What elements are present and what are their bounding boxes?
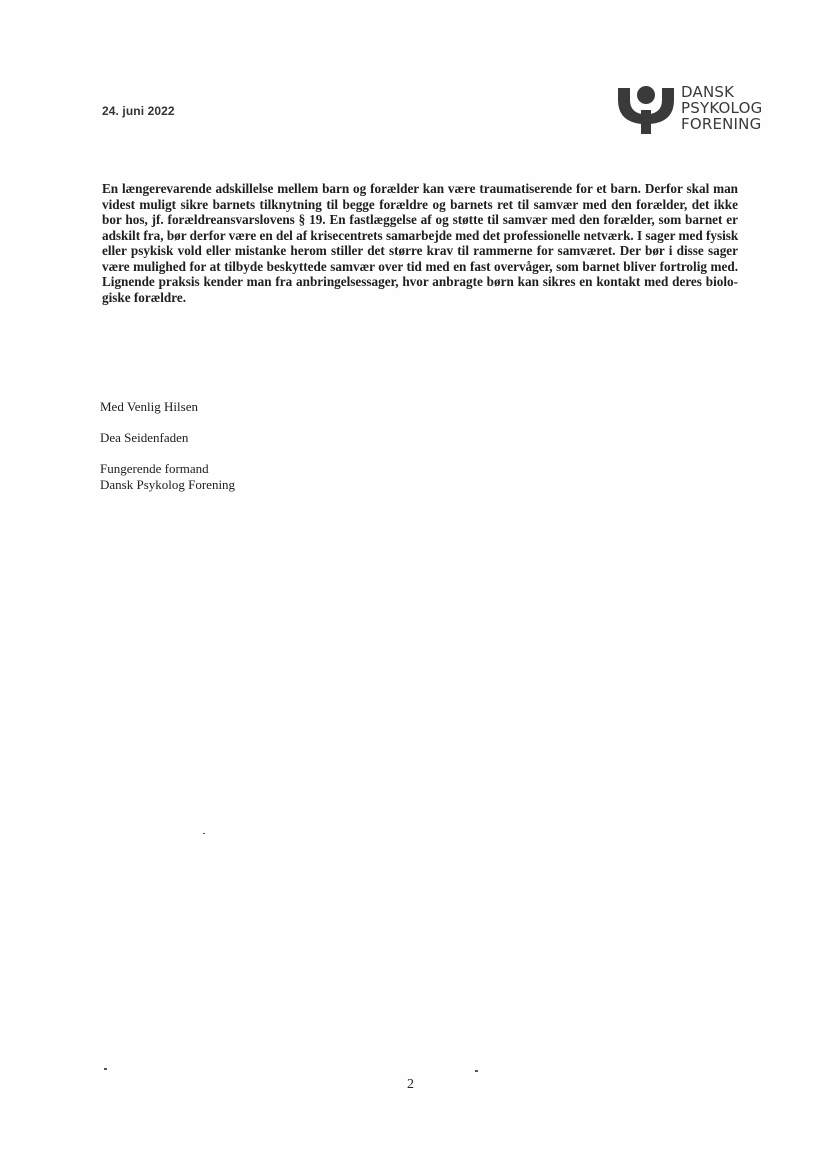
body-paragraph — [102, 181, 738, 305]
body-line: videst muligt sikre barnets tilknytning til begge forældre og barnets ret til samvær med den forælder, det ikke — [102, 196, 738, 212]
body-line: eller psykisk vold eller mistanke herom stiller det større krav til rammerne for samværet. Der bør i disse sager — [102, 243, 738, 258]
scan-speck — [104, 1068, 107, 1070]
psi-symbol-icon — [616, 84, 676, 136]
scan-speck — [203, 833, 205, 834]
signer-name: Dea Seidenfaden — [100, 430, 189, 445]
body-line: bor hos, jf. forældreansvarslovens § 19. En fastlæggelse af og støtte til samvær med den forælder, som barnet er — [102, 212, 738, 227]
dansk-psykolog-forening-logo — [616, 84, 786, 138]
body-line: Lignende praksis kender man fra anbringelsessager, hvor anbragte børn kan sikres en kontakt med deres biolo- — [102, 274, 738, 289]
body-line: giske forældre. — [102, 289, 186, 305]
letter-date: 24. juni 2022 — [102, 104, 175, 118]
body-line: adskilt fra, bør derfor være en del af krisecentrets samarbejde med det professionelle netværk. I sager med fysisk — [102, 227, 739, 243]
logo-line-forening: FORENING — [681, 115, 762, 133]
signer-organization: Dansk Psykolog Forening — [100, 477, 236, 492]
logo-line-dansk: DANSK — [681, 83, 735, 101]
body-line: En længerevarende adskillelse mellem barn og forælder kan være traumatiserende for et barn. Derfor skal man — [102, 181, 738, 196]
signer-title-block — [100, 461, 235, 493]
logo-line-psykolog: PSYKOLOG — [681, 99, 763, 117]
body-line: være mulighed for at tilbyde beskyttede samvær over tid med en fast overvåger, som barnet bliver fortrolig med. — [102, 258, 738, 274]
page-number: 2 — [407, 1077, 414, 1092]
scan-speck — [475, 1070, 478, 1072]
signer-role: Fungerende formand — [100, 461, 209, 476]
logo-wordmark — [681, 84, 762, 132]
closing-greeting: Med Venlig Hilsen — [100, 399, 198, 414]
